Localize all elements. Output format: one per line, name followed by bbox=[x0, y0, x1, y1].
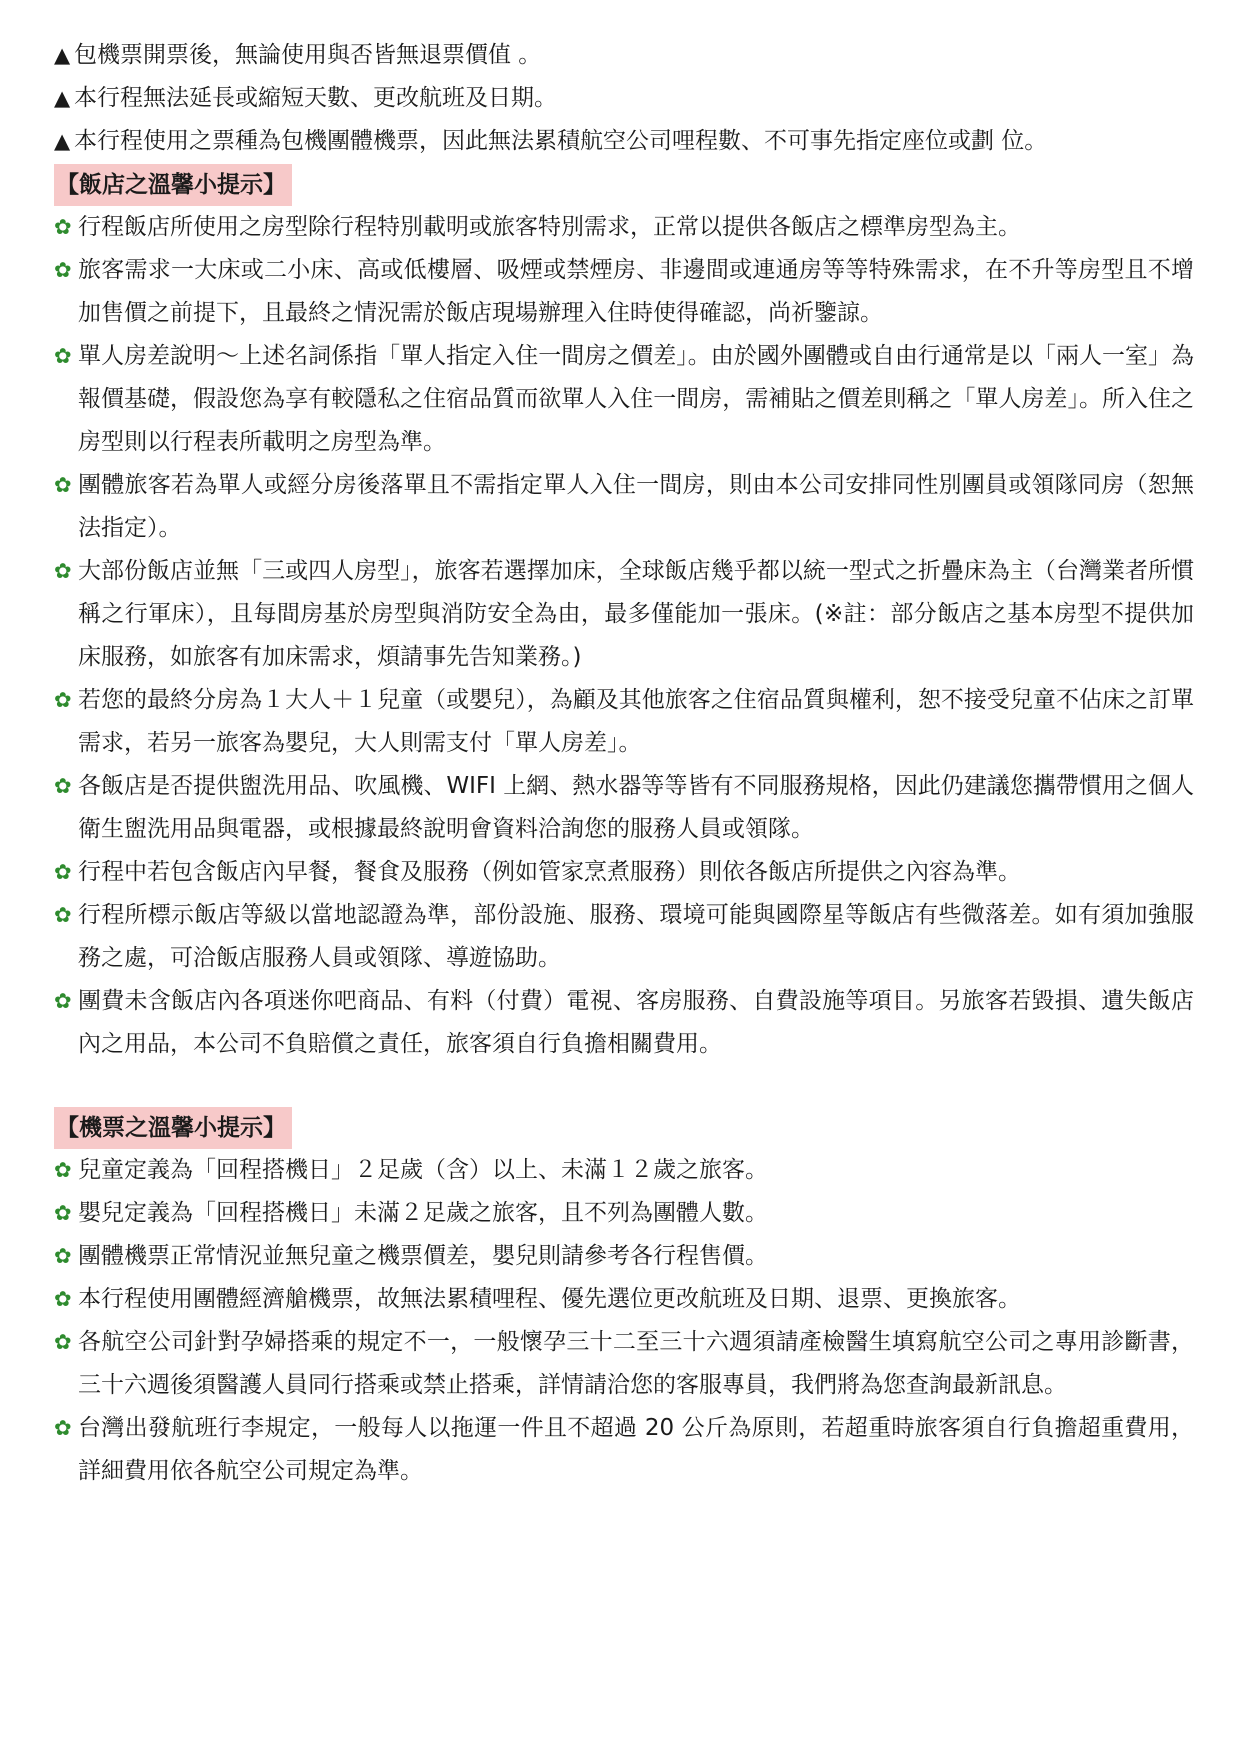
ticket-note: ▲ 本行程無法延長或縮短天數、更改航班及日期。 bbox=[54, 77, 1194, 120]
list-item: ✿ 行程中若包含飯店內早餐，餐食及服務（例如管家烹煮服務）則依各飯店所提供之內容為準。 bbox=[54, 851, 1194, 894]
ticket-notes bbox=[54, 34, 1194, 163]
flower-bullet-icon: ✿ bbox=[54, 774, 72, 798]
flower-bullet-icon: ✿ bbox=[54, 1158, 72, 1182]
flower-bullet-icon: ✿ bbox=[54, 1244, 72, 1268]
flight-tips-list bbox=[54, 1149, 1194, 1493]
list-item: ✿ 單人房差說明～上述名詞係指「單人指定入住一間房之價差」。由於國外團體或自由行通常是以「兩人一室」為報價基礎，假設您為享有較隱私之住宿品質而欲單人入住一間房，需補貼之價差則稱之「單人房差」。所入住之房型則以行程表所載明之房型為準。 bbox=[54, 335, 1194, 464]
triangle-bullet-icon: ▲ bbox=[54, 86, 71, 110]
flower-bullet-icon: ✿ bbox=[54, 688, 72, 712]
list-item: ✿ 台灣出發航班行李規定，一般每人以拖運一件且不超過 20 公斤為原則，若超重時旅客須自行負擔超重費用，詳細費用依各航空公司規定為準。 bbox=[54, 1407, 1194, 1493]
hotel-tips-list bbox=[54, 206, 1194, 1066]
list-item: ✿ 各航空公司針對孕婦搭乘的規定不一，一般懷孕三十二至三十六週須請產檢醫生填寫航空公司之專用診斷書，三十六週後須醫護人員同行搭乘或禁止搭乘，詳情請洽您的客服專員，我們將為您查詢最新訊息。 bbox=[54, 1321, 1194, 1407]
list-item: ✿ 大部份飯店並無「三或四人房型」，旅客若選擇加床，全球飯店幾乎都以統一型式之折疊床為主（台灣業者所慣稱之行軍床），且每間房基於房型與消防安全為由，最多僅能加一張床。(※註：部分飯店之基本房型不提供加床服務，如旅客有加床需求，煩請事先告知業務。) bbox=[54, 550, 1194, 679]
flower-bullet-icon: ✿ bbox=[54, 989, 72, 1013]
flower-bullet-icon: ✿ bbox=[54, 860, 72, 884]
flower-bullet-icon: ✿ bbox=[54, 1416, 72, 1440]
flower-bullet-icon: ✿ bbox=[54, 559, 72, 583]
list-item: ✿ 旅客需求一大床或二小床、高或低樓層、吸煙或禁煙房、非邊間或連通房等等特殊需求，在不升等房型且不增加售價之前提下，且最終之情況需於飯店現場辦理入住時使得確認，尚祈鑒諒。 bbox=[54, 249, 1194, 335]
ticket-note: ▲ 本行程使用之票種為包機團體機票，因此無法累積航空公司哩程數、不可事先指定座位或劃 位。 bbox=[54, 120, 1194, 163]
list-item: ✿ 各飯店是否提供盥洗用品、吹風機、WIFI 上網、熱水器等等皆有不同服務規格，因此仍建議您攜帶慣用之個人衛生盥洗用品與電器，或根據最終說明會資料洽詢您的服務人員或領隊。 bbox=[54, 765, 1194, 851]
list-item: ✿ 兒童定義為「回程搭機日」２足歲（含）以上、未滿１２歲之旅客。 bbox=[54, 1149, 1194, 1192]
list-item: ✿ 團體旅客若為單人或經分房後落單且不需指定單人入住一間房，則由本公司安排同性別團員或領隊同房（恕無法指定）。 bbox=[54, 464, 1194, 550]
flight-tips-heading: 【機票之溫馨小提示】 bbox=[54, 1107, 292, 1149]
section-spacer bbox=[54, 1066, 1194, 1106]
flower-bullet-icon: ✿ bbox=[54, 1330, 72, 1354]
list-item: ✿ 團體機票正常情況並無兒童之機票價差，嬰兒則請參考各行程售價。 bbox=[54, 1235, 1194, 1278]
list-item: ✿ 嬰兒定義為「回程搭機日」未滿２足歲之旅客，且不列為團體人數。 bbox=[54, 1192, 1194, 1235]
triangle-bullet-icon: ▲ bbox=[54, 43, 71, 67]
list-item: ✿ 行程所標示飯店等級以當地認證為準，部份設施、服務、環境可能與國際星等飯店有些微落差。如有須加強服務之處，可洽飯店服務人員或領隊、導遊協助。 bbox=[54, 894, 1194, 980]
flower-bullet-icon: ✿ bbox=[54, 258, 72, 282]
flower-bullet-icon: ✿ bbox=[54, 344, 72, 368]
flower-bullet-icon: ✿ bbox=[54, 1287, 72, 1311]
list-item: ✿ 本行程使用團體經濟艙機票，故無法累積哩程、優先選位更改航班及日期、退票、更換旅客。 bbox=[54, 1278, 1194, 1321]
document-page bbox=[54, 34, 1194, 1493]
list-item: ✿ 若您的最終分房為１大人＋１兒童（或嬰兒），為顧及其他旅客之住宿品質與權利，恕不接受兒童不佔床之訂單需求，若另一旅客為嬰兒，大人則需支付「單人房差」。 bbox=[54, 679, 1194, 765]
flower-bullet-icon: ✿ bbox=[54, 903, 72, 927]
flower-bullet-icon: ✿ bbox=[54, 215, 72, 239]
ticket-note: ▲ 包機票開票後，無論使用與否皆無退票價值 。 bbox=[54, 34, 1194, 77]
triangle-bullet-icon: ▲ bbox=[54, 129, 71, 153]
list-item: ✿ 行程飯店所使用之房型除行程特別載明或旅客特別需求，正常以提供各飯店之標準房型為主。 bbox=[54, 206, 1194, 249]
flower-bullet-icon: ✿ bbox=[54, 473, 72, 497]
flower-bullet-icon: ✿ bbox=[54, 1201, 72, 1225]
list-item: ✿ 團費未含飯店內各項迷你吧商品、有料（付費）電視、客房服務、自費設施等項目。另旅客若毀損、遺失飯店內之用品，本公司不負賠償之責任，旅客須自行負擔相關費用。 bbox=[54, 980, 1194, 1066]
hotel-tips-heading: 【飯店之溫馨小提示】 bbox=[54, 164, 292, 206]
